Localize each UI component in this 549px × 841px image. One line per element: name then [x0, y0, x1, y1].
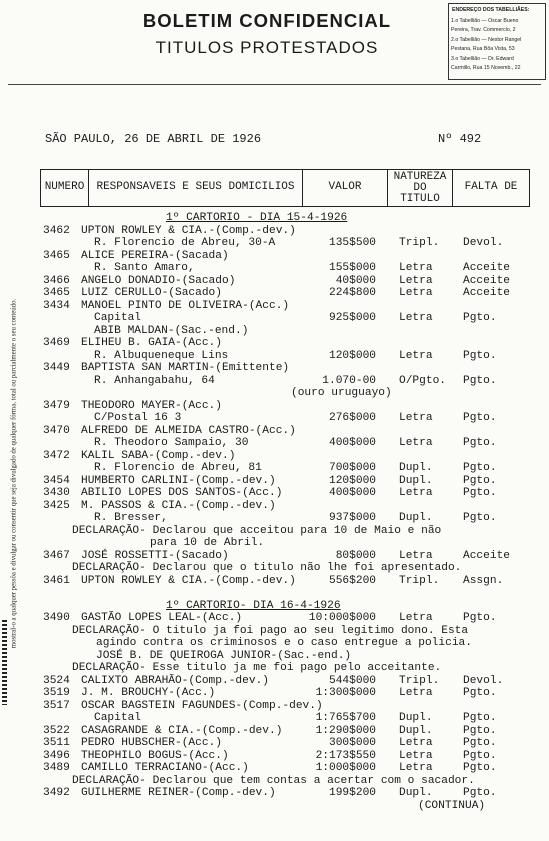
entry-value: 556$200: [329, 574, 376, 587]
entry-protest-reason: Pgto.: [463, 712, 497, 724]
entry-name: THEODORO MAYER-(Acc.): [81, 399, 222, 412]
entry-number: 3466: [43, 274, 70, 287]
entry-name: GUILHERME REINER-(Comp.-dev.): [81, 787, 276, 799]
entry-protest-reason: Assgn.: [463, 574, 504, 587]
entry-title-type: Letra: [399, 549, 433, 562]
entry-number: 3465: [43, 249, 70, 262]
entry-protest-reason: Acceite: [463, 549, 510, 562]
entry-name: CALIXTO ABRAHÃO-(Comp.-dev.): [81, 674, 269, 687]
entry-name: J. M. BROUCHY-(Acc.): [81, 687, 216, 699]
entry-protest-reason: Pgto.: [463, 787, 497, 799]
table-header-divider: [529, 169, 530, 207]
entry-number: 3522: [43, 724, 70, 737]
entry-name: ABILIO LOPES DOS SANTOS-(Acc.): [81, 487, 283, 499]
col-header-natureza-2: DO: [413, 182, 427, 194]
currency-note: (ouro uruguayo): [291, 387, 392, 399]
entry-number: 3496: [43, 749, 70, 762]
dateline-date: SÃO PAULO, 26 DE ABRIL DE 1926: [45, 132, 262, 146]
entry-title-type: Dupl.: [399, 474, 433, 487]
entry-protest-reason: Pgto.: [463, 349, 497, 362]
col-header-numero: NUMERO: [44, 181, 85, 193]
entry-protest-reason: Acceite: [463, 262, 510, 274]
entry-address: ABIB MALDAN-(Sac.-end.): [94, 324, 249, 337]
entry-name: CASAGRANDE & CIA.-(Comp.-dev.): [81, 724, 283, 737]
entry-name: ANGELO DONADIO-(Sacado): [81, 274, 236, 287]
entry-name: ALFREDO DE ALMEIDA CASTRO-(Acc.): [81, 424, 296, 437]
entry-title-type: Letra: [399, 349, 433, 362]
entry-value: 40$000: [335, 274, 376, 287]
entry-number: 3430: [43, 487, 70, 499]
entry-value: 937$000: [329, 512, 376, 524]
bulletin-number: Nº 492: [438, 132, 482, 146]
address-line: Pestana, Rua Bôa Vista, 53: [451, 46, 515, 52]
col-header-falta: FALTA DE: [464, 181, 518, 193]
declaration-text: DECLARAÇÃO- O titulo ja foi pago ao seu legitimo dono. Esta: [72, 624, 469, 637]
entry-title-type: Dupl.: [399, 512, 433, 524]
entry-protest-reason: Devol.: [463, 237, 504, 249]
entry-title-type: Dupl.: [399, 712, 433, 724]
entry-value: 1:300$000: [315, 687, 376, 699]
entry-title-type: Dupl.: [399, 787, 433, 799]
entry-value: 400$000: [329, 487, 376, 499]
entry-protest-reason: Acceite: [463, 287, 510, 299]
entry-value: 155$000: [329, 262, 376, 274]
section-heading: 1º CARTORIO - DIA 15-4-1926: [166, 212, 348, 224]
entry-name: MANOEL PINTO DE OLIVEIRA-(Acc.): [81, 299, 290, 312]
entry-title-type: Letra: [399, 487, 433, 499]
entry-address: R. Santo Amaro,: [94, 262, 195, 274]
entry-number: 3517: [43, 699, 70, 712]
entry-name: PEDRO HUBSCHER-(Acc.): [81, 737, 222, 749]
entry-address: R. Bresser,: [94, 512, 168, 524]
entry-value: 120$000: [329, 349, 376, 362]
entry-protest-reason: Pgto.: [463, 749, 497, 762]
entry-title-type: Letra: [399, 762, 433, 774]
entry-title-type: Letra: [399, 287, 433, 299]
declaration-text: DECLARAÇÃO- Esse titulo ja me foi pago pelo acceitante.: [72, 662, 442, 674]
entry-value: 1:290$000: [315, 724, 376, 737]
entry-name: BAPTISTA SAN MARTIN-(Emittente): [81, 362, 290, 374]
entry-address: Capital: [94, 712, 141, 724]
entry-title-type: Letra: [399, 312, 433, 324]
entry-protest-reason: Pgto.: [463, 724, 497, 737]
table-header-top-rule: [40, 169, 530, 170]
entry-number: 3472: [43, 449, 70, 462]
entry-number: 3434: [43, 299, 70, 312]
entry-name: ELIHEU B. GAIA-(Acc.): [81, 337, 222, 349]
entry-name: UPTON ROWLEY & CIA.-(Comp.-dev.): [81, 224, 296, 237]
entry-name: UPTON ROWLEY & CIA.-(Comp.-dev.): [81, 574, 296, 587]
entry-title-type: Tripl.: [399, 674, 440, 687]
entry-name: GASTÃO LOPES LEAL-(Acc.): [81, 612, 243, 624]
entry-protest-reason: Pgto.: [463, 687, 497, 699]
entry-protest-reason: Pgto.: [463, 487, 497, 499]
address-line: Pereira, Trav. Commercio, 2: [451, 27, 516, 33]
declaration-text: DECLARAÇÃO- Declarou que tem contas a acertar com o sacador.: [72, 774, 475, 787]
entry-value: 10:000$000: [308, 612, 376, 624]
address-box-heading: ENDEREÇO DOS TABELLIÃES:: [452, 7, 530, 13]
col-header-valor: VALOR: [328, 181, 362, 193]
entry-name: THEOPHILO BOGUS-(Acc.): [81, 749, 229, 762]
entry-address: Capital: [94, 312, 141, 324]
entry-value: 2:173$550: [315, 749, 376, 762]
entry-name: HUMBERTO CARLINI-(Comp.-dev.): [81, 474, 276, 487]
entry-address: R. Theodoro Sampaio, 30: [94, 437, 249, 449]
declaration-continuation: JOSÉ B. DE QUEIROGA JUNIOR-(Sac.-end.): [96, 649, 352, 662]
entry-title-type: Letra: [399, 412, 433, 424]
address-line: 1.o Tabellião — Oscar Bueno: [451, 18, 519, 24]
entry-protest-reason: Pgto.: [463, 474, 497, 487]
entry-value: 300$000: [329, 737, 376, 749]
entry-title-type: Letra: [399, 749, 433, 762]
header-rule: [8, 84, 541, 85]
entry-address: R. Florencio de Abreu, 30-A: [94, 237, 276, 249]
entry-number: 3519: [43, 687, 70, 699]
entry-name: JOSÉ ROSSETTI-(Sacado): [81, 549, 229, 562]
entry-title-type: O/Pgto.: [399, 374, 446, 387]
entry-protest-reason: Pgto.: [463, 762, 497, 774]
declaration-text: DECLARAÇÃO- Declarou que acceitou para 10 de Maio e não: [72, 524, 442, 537]
entry-number: 3492: [43, 787, 70, 799]
entry-title-type: Dupl.: [399, 462, 433, 474]
declaration-continuation: agindo contra os criminosos e o caso entregue a policia.: [96, 637, 472, 649]
entry-protest-reason: Pgto.: [463, 374, 497, 387]
continued-marker: (CONTINUA): [418, 799, 486, 812]
entry-value: 199$200: [329, 787, 376, 799]
side-margin-mark: [2, 620, 7, 705]
entry-value: 544$000: [329, 674, 376, 687]
entry-protest-reason: Acceite: [463, 274, 510, 287]
entry-title-type: Letra: [399, 737, 433, 749]
entry-number: 3469: [43, 337, 70, 349]
entry-name: CAMILLO TERRACIANO-(Acc.): [81, 762, 249, 774]
entry-address: R. Albuqueneque Lins: [94, 349, 229, 362]
entry-name: M. PASSOS & CIA.-(Comp.-dev.): [81, 499, 276, 512]
entry-number: 3449: [43, 362, 70, 374]
entry-title-type: Letra: [399, 687, 433, 699]
entry-protest-reason: Pgto.: [463, 312, 497, 324]
entry-protest-reason: Pgto.: [463, 412, 497, 424]
declaration-text: DECLARAÇÃO- Declarou que o titulo não lhe foi apresentado.: [72, 562, 462, 574]
entry-protest-reason: Pgto.: [463, 462, 497, 474]
entry-number: 3479: [43, 399, 70, 412]
entry-value: 400$000: [329, 437, 376, 449]
entry-title-type: Letra: [399, 612, 433, 624]
entry-value: 276$000: [329, 412, 376, 424]
entry-title-type: Letra: [399, 274, 433, 287]
entry-protest-reason: Devol.: [463, 674, 504, 687]
entry-title-type: Tripl.: [399, 574, 440, 587]
entry-protest-reason: Pgto.: [463, 737, 497, 749]
entry-value: 135$500: [329, 237, 376, 249]
entry-value: 1:765$700: [315, 712, 376, 724]
entry-name: LUIZ CERULLO-(Sacado): [81, 287, 222, 299]
entry-number: 3465: [43, 287, 70, 299]
entry-title-type: Tripl.: [399, 237, 440, 249]
entry-number: 3490: [43, 612, 70, 624]
entry-number: 3462: [43, 224, 70, 237]
entry-value: 1.070-00: [322, 374, 376, 387]
entry-title-type: Letra: [399, 262, 433, 274]
entry-value: 80$000: [335, 549, 376, 562]
address-line: 3.o Tabellião — Dr. Edward: [451, 56, 514, 62]
entry-value: 1:000$000: [315, 762, 376, 774]
entry-name: OSCAR BAGSTEIN FAGUNDES-(Comp.-dev.): [81, 699, 323, 712]
entry-number: 3470: [43, 424, 70, 437]
entry-name: ALICE PEREIRA-(Sacada): [81, 249, 229, 262]
entry-value: 925$000: [329, 312, 376, 324]
address-line: Carmillo, Rua 15 Novemb., 22: [451, 65, 521, 71]
section-heading: 1º CARTORIO- DIA 16-4-1926: [166, 599, 341, 612]
col-header-natureza-3: TITULO: [400, 193, 440, 205]
entry-address: C/Postal 16 3: [94, 412, 182, 424]
table-header-bottom-rule: [40, 206, 530, 207]
entry-address: R. Florencio de Abreu, 81: [94, 462, 262, 474]
entry-number: 3425: [43, 499, 70, 512]
side-legal-note: mostral-o a qualquer pessôa e divulgar ou consentir que seja divulgado de qualquer fórma, total ou parcialmente o seu conteúdo.: [10, 298, 18, 649]
entry-number: 3489: [43, 762, 70, 774]
entry-number: 3524: [43, 674, 70, 687]
entry-protest-reason: Pgto.: [463, 612, 497, 624]
entry-number: 3461: [43, 574, 70, 587]
entry-value: 120$000: [329, 474, 376, 487]
address-line: 2.o Tabellião — Nestor Rangel: [451, 37, 522, 43]
entry-title-type: Letra: [399, 437, 433, 449]
entry-address: R. Anhangabahu, 64: [94, 374, 215, 387]
col-header-natureza-1: NATUREZA: [393, 171, 447, 183]
entry-title-type: Dupl.: [399, 724, 433, 737]
bulletin-subtitle: TITULOS PROTESTADOS: [155, 38, 379, 57]
bulletin-title: BOLETIM CONFIDENCIAL: [142, 10, 392, 31]
entry-number: 3454: [43, 474, 70, 487]
entry-protest-reason: Pgto.: [463, 512, 497, 524]
entry-value: 700$000: [329, 462, 376, 474]
entry-protest-reason: Pgto.: [463, 437, 497, 449]
entry-number: 3467: [43, 549, 70, 562]
entry-value: 224$800: [329, 287, 376, 299]
entry-name: KALIL SABA-(Comp.-dev.): [81, 449, 236, 462]
entry-number: 3511: [43, 737, 70, 749]
col-header-responsaveis: RESPONSAVEIS E SEUS DOMICILIOS: [96, 181, 295, 193]
declaration-continuation: para 10 de Abril.: [150, 537, 265, 549]
